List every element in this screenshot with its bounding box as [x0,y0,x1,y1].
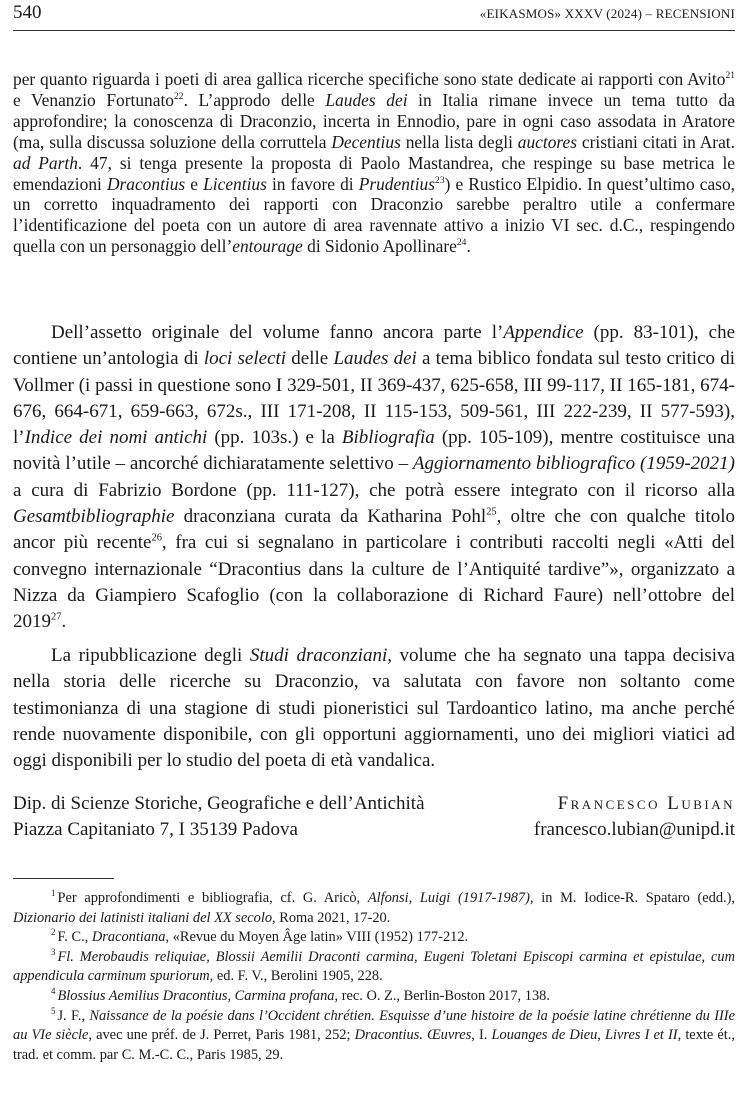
paragraph-1 [13,69,735,257]
text-run: , in M. Iodice-R. Spataro (edd.), [529,890,736,906]
italic-run: Aggiornamento bibliografico (1959-2021) [412,453,735,475]
italic-run: Laudes dei [325,89,408,110]
text-run: (pp. 105-109), mentre costituisce una novità l’utile – ancorché dichiaratamente selettivo – [13,427,735,475]
text-run: cristiani citati in Arat. [577,131,735,152]
text-run: F. C., [57,929,92,946]
signature-address [13,791,425,843]
italic-run: Indice dei nomi antichi [24,427,208,449]
italic-run: entourage [232,236,303,257]
italic-run: ad Parth [13,152,78,173]
footnote-5 [13,1007,735,1066]
page-header [13,0,735,31]
text-run: (pp. 103s.) e la [207,427,342,449]
text-run: Dell’assetto originale del volume fanno ancora parte l’ [51,322,504,343]
affiliation: Dip. di Scienze Storiche, Geografiche e dell’Antichità [13,793,425,814]
footnote-ref[interactable]: 22 [174,91,184,103]
text-run: draconziana curata da Katharina Pohl [174,506,487,528]
footnote-number: 5 [51,1005,56,1016]
footnote-ref[interactable]: 25 [486,506,497,518]
footnote-separator [13,878,114,879]
italic-run: Louanges de Dieu, Livres I et II [491,1027,678,1044]
paragraph-3 [13,643,735,774]
footnote-ref[interactable]: 27 [51,611,62,623]
text-run: J. F., [57,1007,90,1024]
text-run: (pp. 83-101), che contiene un’antologia di [13,322,735,370]
italic-run: loci selecti [203,348,287,370]
footnote-number: 3 [51,946,56,957]
text-run: . [466,236,471,257]
text-run: in favore di [266,173,359,194]
text-run: , oltre che con qualche titolo ancor più recente [13,506,735,554]
signature-author [534,791,735,843]
author-name: Francesco Lubian [557,793,735,814]
text-run: , avec une préf. de J. Perret, Paris 1981, 252; [88,1027,355,1044]
italic-run: Studi draconziani [249,645,388,666]
text-run: . [61,611,67,633]
text-run: a cura di Fabrizio Bordone (pp. 111-127), che potrà essere integrato con il ricorso alla [13,479,735,501]
italic-run: Dracontius. Œuvres [354,1027,472,1044]
italic-run: Prudentius [358,173,436,194]
text-run: e [185,173,204,194]
italic-run: Decentius [331,131,401,152]
italic-run: Licentius [203,173,267,194]
text-run: , volume che ha segnato una tappa decisiva nella storia delle ricerche su Draconzio, va salutata con favore non soltanto come testimonianza di una stagione di studi pioneristici sul Tardoantico latino, ma anche perché rende nuovamente disponibile, con gli opportuni aggiornamenti, uno dei migliori viatici ad oggi disponibili per lo studio del poeta di età vandalica. [13,645,735,772]
italic-run: Laudes dei [333,348,417,370]
text-run: . L’approdo delle [183,89,326,110]
running-title: «EIKASMOS» XXXV (2024) – RECENSIONI [479,6,735,21]
footnote-ref[interactable]: 26 [151,533,162,545]
italic-run: Dracontiana [91,929,166,946]
text-run: , ed. F. V., Berolini 1905, 228. [209,968,383,985]
text-run: , fra cui si segnalano in particolare i contributi raccolti negli «Atti del convegno internazionale “Dracontius dans la culture de l’Antiquité tardive”», organizzato a Nizza da Giampiero Scafoglio (con la collaborazione di Richard Faure) nell’ottobre del 2019 [13,532,736,633]
footnote-ref[interactable]: 21 [725,70,735,82]
italic-run: Alfonsi, Luigi (1917-1987) [367,890,530,906]
italic-run: Dizionario dei latinisti italiani del XX secolo [13,909,273,926]
paragraph-2 [13,320,735,636]
text-run: Per approfondimenti e bibliografia, cf. G. Aricò, [57,890,368,906]
text-run: delle [286,348,334,370]
text-run: , I. [471,1027,492,1044]
text-run: e Venanzio Fortunato [13,89,174,110]
footnote-4 [13,987,735,1007]
page-number: 540 [13,2,42,23]
footnote-ref[interactable]: 24 [456,237,467,249]
text-run: , Roma 2021, 17-20. [272,909,391,926]
footnote-number: 1 [51,888,56,899]
text-run: La ripubblicazione degli [51,645,250,666]
italic-run: Appendice [503,322,584,343]
italic-run: Dracontius [106,173,186,194]
text-run: , «Revue du Moyen Âge latin» VIII (1952) 177-212. [165,929,469,946]
footnote-2 [13,928,735,948]
text-run: a tema biblico fondata sul testo critico di Vollmer (i passi in questione sono I 329-501, II 369-437, 625-658, III 99-117, II 165-181, 674-676, 664-671, 659-663, 672s., III 171-208, II 115-153, 509-561, III 222-239, II 577-593), l’ [13,348,735,449]
footnote-1 [13,889,735,928]
italic-run: Naissance de la poésie dans l’Occident chrétien. Esquisse d’une histoire de la poésie latine chrétienne du IIIe au VIe siècle [13,1007,735,1044]
text-run: per quanto riguarda i poeti di area gallica ricerche specifiche sono state dedicate ai rapporti con Avito [13,69,726,89]
author-email[interactable]: francesco.lubian@unipd.it [533,819,735,840]
footnote-number: 2 [51,927,56,938]
italic-run: Fl. Merobaudis reliquiae, Blossii Aemilii Draconti carmina, Eugeni Toletani Episcopi carmina et epistulae, cum appendicula carminum spuriorum [13,948,735,985]
postal-address: Piazza Capitaniato 7, I 35139 Padova [13,819,298,840]
text-run: , texte ét., trad. et comm. par C. M.-C. C., Paris 1985, 29. [13,1027,735,1063]
footnote-number: 4 [51,986,56,997]
footnotes [13,889,735,1065]
footnote-3 [13,948,735,987]
italic-run: Gesamtbibliographie [13,506,175,528]
text-run: , rec. O. Z., Berlin-Boston 2017, 138. [334,987,550,1004]
text-run: nella lista degli [400,131,518,152]
italic-run: auctores [517,131,578,152]
text-run: ) e Rustico Elpidio. In quest’ultimo caso, un corretto inquadramento dei rapporti con Draconzio sarebbe peraltro utile a confermare l’identificazione del poeta con un autore di area ravennate attivo a inizio VI sec. d.C., respingendo quella con un personaggio dell’ [13,173,735,257]
footnote-ref[interactable]: 23 [435,174,445,186]
italic-run: Bibliografia [341,427,435,449]
text-run: . 47, si tenga presente la proposta di Paolo Mastandrea, che respinge su base metrica le emendazioni [13,152,735,194]
text-run: in Italia rimane invece un tema tutto da approfondire; la conoscenza di Draconzio, incerta in Ennodio, pare in ogni caso assodata in Aratore (ma, sulla discussa soluzione della corruttela [13,89,735,152]
text-run: di Sidonio Apollinare [302,236,457,257]
italic-run: Blossius Aemilius Dracontius, Carmina profana [57,987,335,1004]
